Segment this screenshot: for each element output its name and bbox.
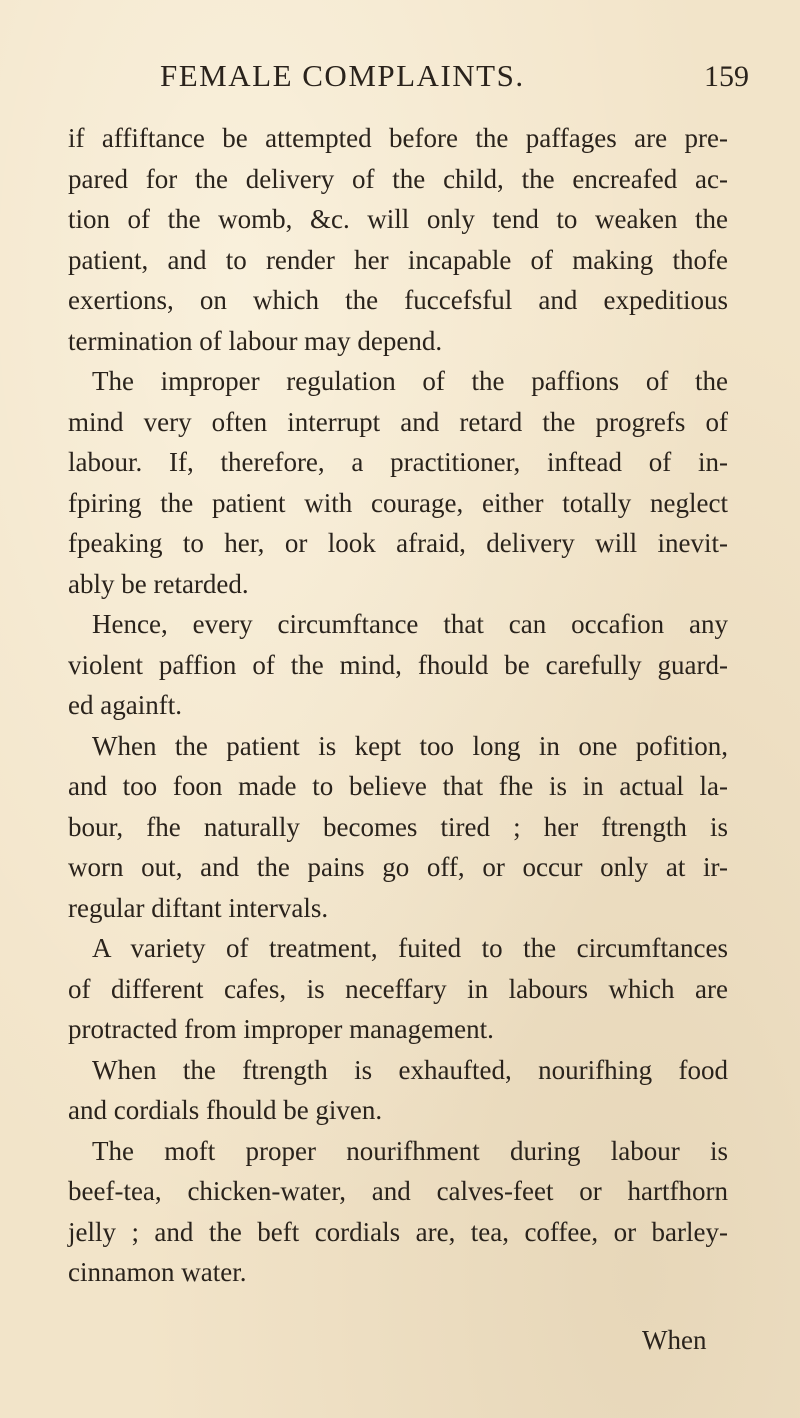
- text-line: and cordials fhould be given.: [68, 1095, 383, 1125]
- text-line: ably be retarded.: [68, 568, 249, 599]
- text-line: protracted from improper management.: [68, 1014, 494, 1044]
- text-line: ed againft.: [68, 690, 182, 720]
- text-line: The improper regulation of the paffions of the: [92, 366, 728, 396]
- text-line: Hence, every circumftance that can occafion any: [92, 609, 728, 639]
- text-line: A variety of treatment, fuited to the circumftances: [92, 933, 728, 963]
- catchword: When: [642, 1325, 707, 1355]
- text-line: of different cafes, is neceffary in labours which are: [68, 973, 728, 1004]
- text-line: bour, fhe naturally becomes tired ; her ftrength is: [68, 811, 728, 842]
- text-line: fpeaking to her, or look afraid, delivery will inevit-: [68, 528, 728, 558]
- text-line: if affiftance be attempted before the paffages are pre-: [68, 123, 728, 153]
- text-line: termination of labour may depend.: [68, 325, 443, 356]
- text-line: When the ftrength is exhaufted, nourifhing food: [92, 1054, 728, 1085]
- page-header: [0, 58, 800, 106]
- text-line: mind very often interrupt and retard the progrefs of: [68, 406, 728, 437]
- text-line: tion of the womb, &c. will only tend to weaken the: [68, 204, 728, 234]
- text-line: worn out, and the pains go off, or occur only at ir-: [68, 852, 728, 882]
- text-line: pared for the delivery of the child, the encreafed ac-: [68, 163, 728, 194]
- text-line: cinnamon water.: [68, 1257, 247, 1287]
- text-line: violent paffion of the mind, fhould be carefully guard-: [68, 649, 728, 680]
- text-line: regular diftant intervals.: [68, 892, 329, 923]
- text-line: beef-tea, chicken-water, and calves-feet or hartfhorn: [68, 1176, 728, 1206]
- text-line: patient, and to render her incapable of making thofe: [68, 244, 728, 275]
- text-line: The moft proper nourifhment during labour is: [92, 1135, 728, 1166]
- text-line: When the patient is kept too long in one pofition,: [92, 730, 728, 761]
- body-text: [68, 118, 728, 1293]
- text-line: and too foon made to believe that fhe is in actual la-: [68, 771, 728, 801]
- text-line: labour. If, therefore, a practitioner, inftead of in-: [68, 447, 728, 477]
- text-line: jelly ; and the beft cordials are, tea, coffee, or barley-: [68, 1216, 728, 1247]
- text-line: exertions, on which the fuccefsful and expeditious: [68, 285, 728, 315]
- page-number: 159: [704, 60, 749, 93]
- text-line: fpiring the patient with courage, either totally neglect: [68, 487, 728, 518]
- running-head: FEMALE COMPLAINTS.: [160, 58, 525, 93]
